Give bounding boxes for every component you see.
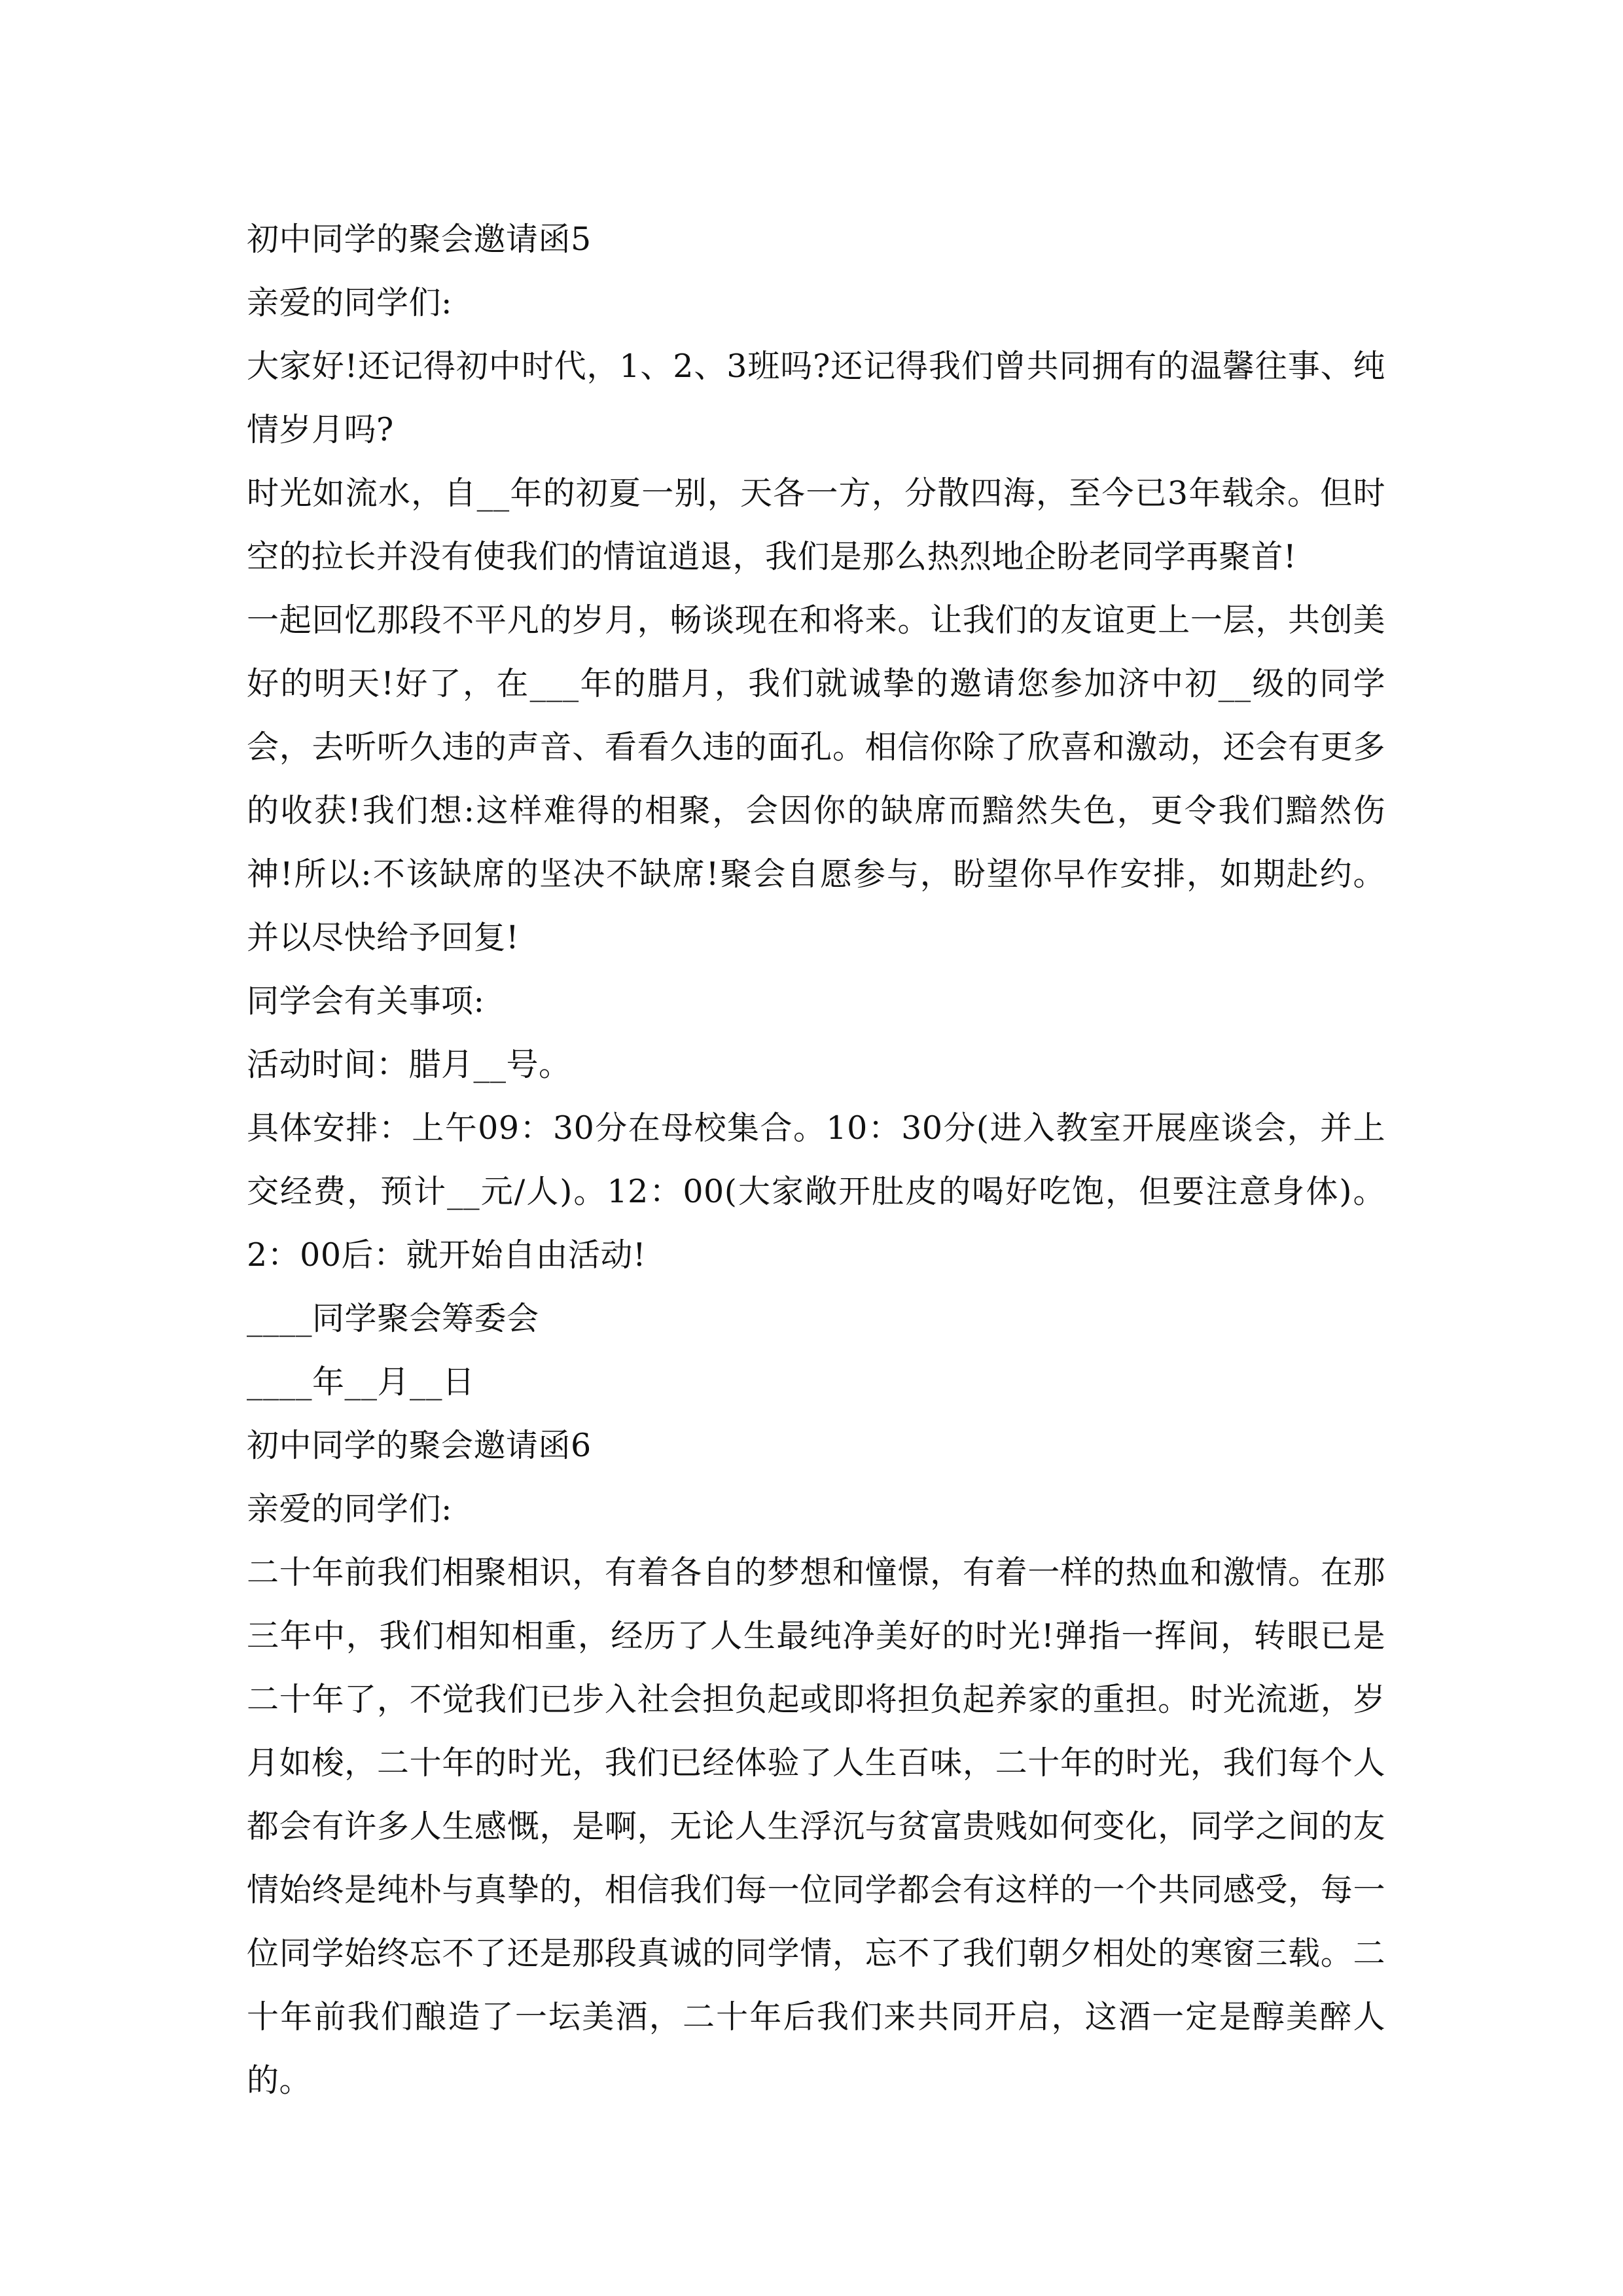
activity-time: 活动时间：腊月__号。 (247, 1046, 571, 1083)
arrangement-paragraph: 具体安排：上午09：30分在母校集合。10：30分(进入教室开展座谈会，并上交经费，预计__元/人)。12：00(大家敞开肚皮的喝好吃饱，但要注意身体)。2：00后：就开始自由活动! (247, 1109, 1385, 1274)
section-title: 初中同学的聚会邀请函6 (247, 1427, 592, 1464)
paragraph: 大家好!还记得初中时代，1、2、3班吗?还记得我们曾共同拥有的温馨往事、纯情岁月吗? (247, 348, 1385, 448)
paragraph: 一起回忆那段不平凡的岁月，畅谈现在和将来。让我们的友谊更上一层，共创美好的明天!好了，在___年的腊月，我们就诚挚的邀请您参加济中初__级的同学会，去听听久违的声音、看看久违的面孔。相信你除了欣喜和激动，还会有更多的收获!我们想:这样难得的相聚，会因你的缺席而黯然失色，更令我们黯然伤神!所以:不该缺席的坚决不缺席!聚会自愿参与，盼望你早作安排，如期赴约。并以尽快给予回复! (247, 601, 1385, 956)
committee-signature: ____同学聚会筹委会 (247, 1300, 539, 1337)
paragraph: 二十年前我们相聚相识，有着各自的梦想和憧憬，有着一样的热血和激情。在那三年中，我们相知相重，经历了人生最纯净美好的时光!弹指一挥间，转眼已是二十年了，不觉我们已步入社会担负起或即将担负起养家的重担。时光流逝，岁月如梭，二十年的时光，我们已经体验了人生百味，二十年的时光，我们每个人都会有许多人生感慨，是啊，无论人生浮沉与贫富贵贱如何变化，同学之间的友情始终是纯朴与真挚的，相信我们每一位同学都会有这样的一个共同感受，每一位同学始终忘不了还是那段真诚的同学情，忘不了我们朝夕相处的寒窗三载。二十年前我们酿造了一坛美酒，二十年后我们来共同开启，这酒一定是醇美醉人的。 (247, 1554, 1385, 2099)
document-page (247, 207, 1385, 2112)
signature-date: ____年__月__日 (247, 1363, 475, 1401)
paragraph: 时光如流水，自__年的初夏一别，天各一方，分散四海，至今已3年载余。但时空的拉长并没有使我们的情谊逍退，我们是那么热烈地企盼老同学再聚首! (247, 475, 1385, 575)
greeting: 亲爱的同学们: (247, 284, 453, 321)
matters-heading: 同学会有关事项: (247, 982, 485, 1020)
section-title: 初中同学的聚会邀请函5 (247, 221, 592, 258)
greeting: 亲爱的同学们: (247, 1490, 453, 1528)
